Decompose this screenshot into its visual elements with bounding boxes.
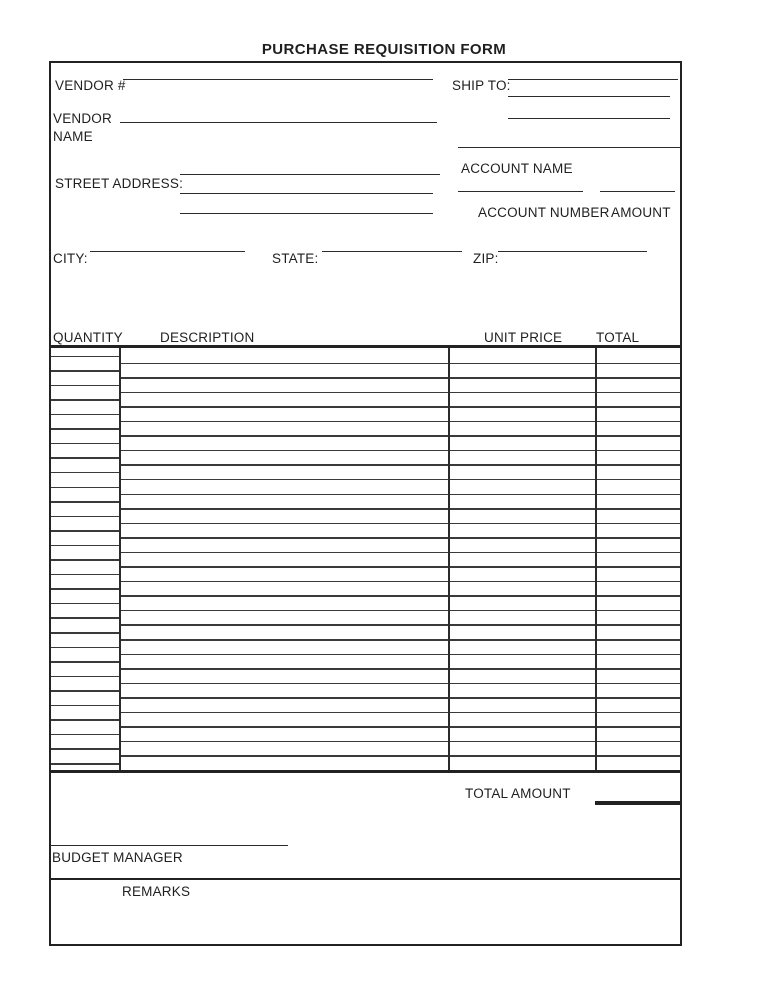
column-separator-unitprice-total	[595, 348, 597, 770]
vendor-name-label-line1: VENDOR	[53, 111, 112, 126]
table-row-line	[51, 399, 119, 401]
city-label: CITY:	[53, 251, 88, 266]
account-name-field-line[interactable]	[458, 147, 680, 148]
table-row-line	[51, 676, 119, 678]
city-field-line[interactable]	[90, 251, 245, 252]
remarks-field-area[interactable]	[51, 881, 680, 943]
table-row-line	[51, 661, 119, 663]
column-header-unit-price: UNIT PRICE	[484, 330, 563, 345]
street-address-field-line-1[interactable]	[180, 174, 440, 175]
ship-to-field-line-1[interactable]	[508, 79, 678, 80]
ship-to-label: SHIP TO:	[452, 78, 511, 93]
budget-manager-label: BUDGET MANAGER	[52, 850, 183, 865]
table-row-line	[51, 501, 119, 503]
total-amount-field-line[interactable]	[595, 801, 681, 805]
table-row-line	[51, 647, 119, 649]
street-address-label: STREET ADDRESS:	[55, 176, 184, 191]
vendor-number-label: VENDOR #	[55, 78, 126, 93]
street-address-field-line-3[interactable]	[180, 213, 433, 214]
account-number-field-line[interactable]	[458, 191, 583, 192]
table-row-line	[51, 487, 119, 489]
table-row-line	[51, 719, 119, 721]
table-row-line	[51, 472, 119, 474]
column-separator-quantity-description	[119, 348, 121, 770]
form-title: PURCHASE REQUISITION FORM	[261, 41, 507, 58]
table-row-line	[51, 428, 119, 430]
table-row-line	[51, 748, 119, 750]
table-row-line	[51, 370, 119, 372]
amount-field-line[interactable]	[600, 191, 675, 192]
table-row-line	[51, 705, 119, 707]
budget-manager-signature-line[interactable]	[50, 845, 288, 846]
table-row-line	[51, 516, 119, 518]
table-row-line	[51, 617, 119, 619]
table-row-line	[51, 632, 119, 634]
zip-field-line[interactable]	[498, 251, 647, 252]
table-row-line	[51, 734, 119, 736]
table-bottom-line	[49, 770, 682, 773]
state-field-line[interactable]	[322, 251, 462, 252]
table-row-line	[51, 559, 119, 561]
remarks-divider-line	[49, 878, 682, 880]
column-header-description: DESCRIPTION	[160, 330, 255, 345]
table-row-line	[51, 443, 119, 445]
ship-to-field-line-2[interactable]	[508, 96, 670, 97]
table-row-line	[51, 385, 119, 387]
vendor-name-field-line[interactable]	[120, 122, 437, 123]
table-row-line	[51, 356, 119, 358]
ship-to-field-line-3[interactable]	[508, 118, 670, 119]
account-number-label: ACCOUNT NUMBER	[478, 205, 610, 220]
remarks-label: REMARKS	[122, 884, 191, 899]
vendor-name-label-line2: NAME	[53, 129, 93, 144]
state-label: STATE:	[272, 251, 319, 266]
total-amount-label: TOTAL AMOUNT	[465, 786, 571, 801]
column-header-quantity: QUANTITY	[53, 330, 123, 345]
amount-label: AMOUNT	[611, 205, 671, 220]
column-header-total: TOTAL	[596, 330, 640, 345]
zip-label: ZIP:	[473, 251, 499, 266]
column-separator-description-unitprice	[448, 348, 450, 770]
account-name-label: ACCOUNT NAME	[461, 161, 573, 176]
table-row-line	[51, 588, 119, 590]
table-row-line	[51, 545, 119, 547]
table-row-lines-quantity[interactable]	[51, 348, 119, 770]
street-address-field-line-2[interactable]	[180, 193, 433, 194]
table-row-line	[51, 457, 119, 459]
table-row-line	[51, 603, 119, 605]
table-row-line	[51, 530, 119, 532]
table-row-line	[51, 690, 119, 692]
vendor-number-field-line[interactable]	[123, 79, 433, 80]
table-row-line	[51, 414, 119, 416]
table-row-line	[51, 574, 119, 576]
table-row-line	[51, 763, 119, 765]
